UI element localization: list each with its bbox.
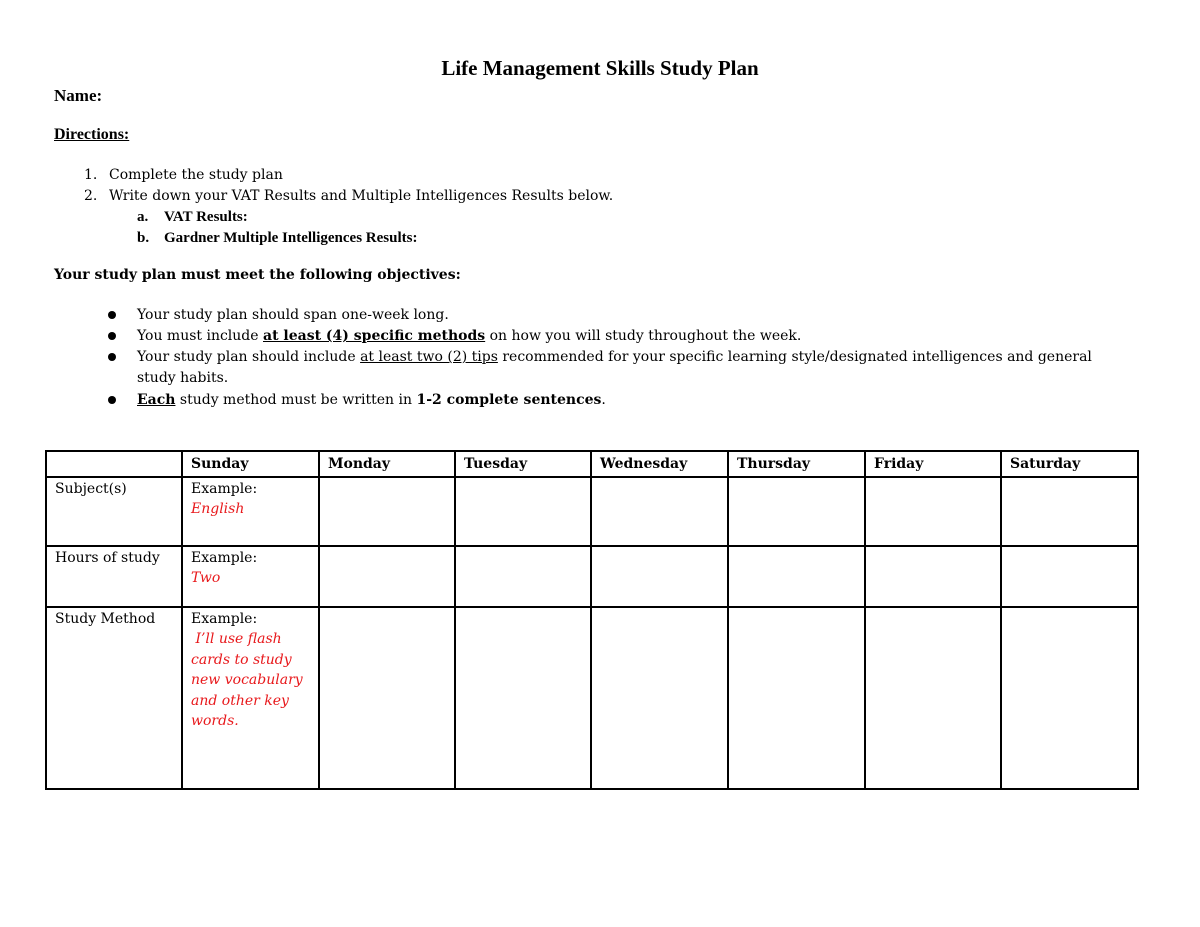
entry-cell[interactable] xyxy=(865,477,1001,546)
entry-cell[interactable] xyxy=(455,477,591,546)
example-text: English xyxy=(191,501,245,517)
entry-cell[interactable] xyxy=(591,607,728,789)
bullet-icon xyxy=(108,311,116,319)
entry-cell[interactable] xyxy=(319,477,455,546)
sub-direction-letter: b. xyxy=(137,230,150,246)
direction-text: Complete the study plan xyxy=(109,167,283,183)
day-header-sunday: Sunday xyxy=(182,451,319,477)
day-header-tuesday: Tuesday xyxy=(455,451,591,477)
objective-item xyxy=(137,305,1127,326)
objective-text: study method must be written in xyxy=(175,392,417,408)
objective-text: recommended for your specific learning style/designated intelligences and general study habits. xyxy=(137,349,1092,386)
table-row-subjects xyxy=(46,477,1138,546)
example-text: I’ll use flash cards to study new vocabulary and other key words. xyxy=(191,631,308,729)
objective-text: Your study plan should span one-week long. xyxy=(137,307,449,323)
sub-direction-letter: a. xyxy=(137,209,149,225)
row-label: Study Method xyxy=(46,607,182,789)
table-row-hours xyxy=(46,546,1138,607)
entry-cell[interactable] xyxy=(1001,546,1138,607)
document-title: Life Management Skills Study Plan xyxy=(441,56,759,80)
day-header-wednesday: Wednesday xyxy=(591,451,728,477)
objective-emphasis: at least (4) specific methods xyxy=(263,328,486,344)
direction-text: Write down your VAT Results and Multiple Intelligences Results below. xyxy=(109,188,614,204)
entry-cell[interactable] xyxy=(728,546,865,607)
entry-cell[interactable] xyxy=(455,607,591,789)
bullet-icon xyxy=(108,396,116,404)
direction-number: 1. xyxy=(84,167,98,183)
entry-cell[interactable] xyxy=(455,546,591,607)
name-label: Name: xyxy=(54,86,103,105)
table-header-row xyxy=(46,451,1138,477)
gardner-results-label: Gardner Multiple Intelligences Results: xyxy=(164,230,418,246)
table-corner-cell xyxy=(46,451,182,477)
example-label: Example: xyxy=(191,549,258,566)
entry-cell[interactable] xyxy=(591,477,728,546)
example-text: Two xyxy=(191,570,221,586)
day-header-thursday: Thursday xyxy=(728,451,865,477)
row-label: Hours of study xyxy=(46,546,182,607)
study-plan-table xyxy=(45,450,1139,790)
objective-emphasis: Each xyxy=(137,392,176,408)
bullet-icon xyxy=(108,332,116,340)
row-label: Subject(s) xyxy=(46,477,182,546)
entry-cell[interactable] xyxy=(865,607,1001,789)
entry-cell[interactable] xyxy=(1001,477,1138,546)
entry-cell[interactable] xyxy=(728,607,865,789)
objective-emphasis: 1-2 complete sentences xyxy=(416,392,602,408)
day-header-saturday: Saturday xyxy=(1001,451,1138,477)
entry-cell[interactable] xyxy=(1001,607,1138,789)
table-row-study-method xyxy=(46,607,1138,789)
objective-text: Your study plan should include xyxy=(137,349,361,365)
objective-text: You must include xyxy=(137,328,263,344)
objective-item xyxy=(137,347,1122,389)
objective-text: . xyxy=(601,392,606,408)
objectives-heading: Your study plan must meet the following objectives: xyxy=(54,267,461,283)
direction-number: 2. xyxy=(84,188,98,204)
entry-cell[interactable] xyxy=(865,546,1001,607)
objective-item xyxy=(137,326,1127,347)
bullet-icon xyxy=(108,353,116,361)
example-label: Example: xyxy=(191,610,258,627)
day-header-monday: Monday xyxy=(319,451,455,477)
example-cell xyxy=(182,546,319,607)
entry-cell[interactable] xyxy=(591,546,728,607)
objective-emphasis: at least two (2) tips xyxy=(360,349,498,365)
day-header-friday: Friday xyxy=(865,451,1001,477)
entry-cell[interactable] xyxy=(319,607,455,789)
entry-cell[interactable] xyxy=(728,477,865,546)
example-cell xyxy=(182,477,319,546)
directions-heading: Directions: xyxy=(54,126,130,143)
example-cell xyxy=(182,607,319,789)
objective-item xyxy=(137,390,1127,411)
objective-text: on how you will study throughout the week. xyxy=(485,328,802,344)
example-label: Example: xyxy=(191,480,258,497)
entry-cell[interactable] xyxy=(319,546,455,607)
vat-results-label: VAT Results: xyxy=(164,209,248,225)
